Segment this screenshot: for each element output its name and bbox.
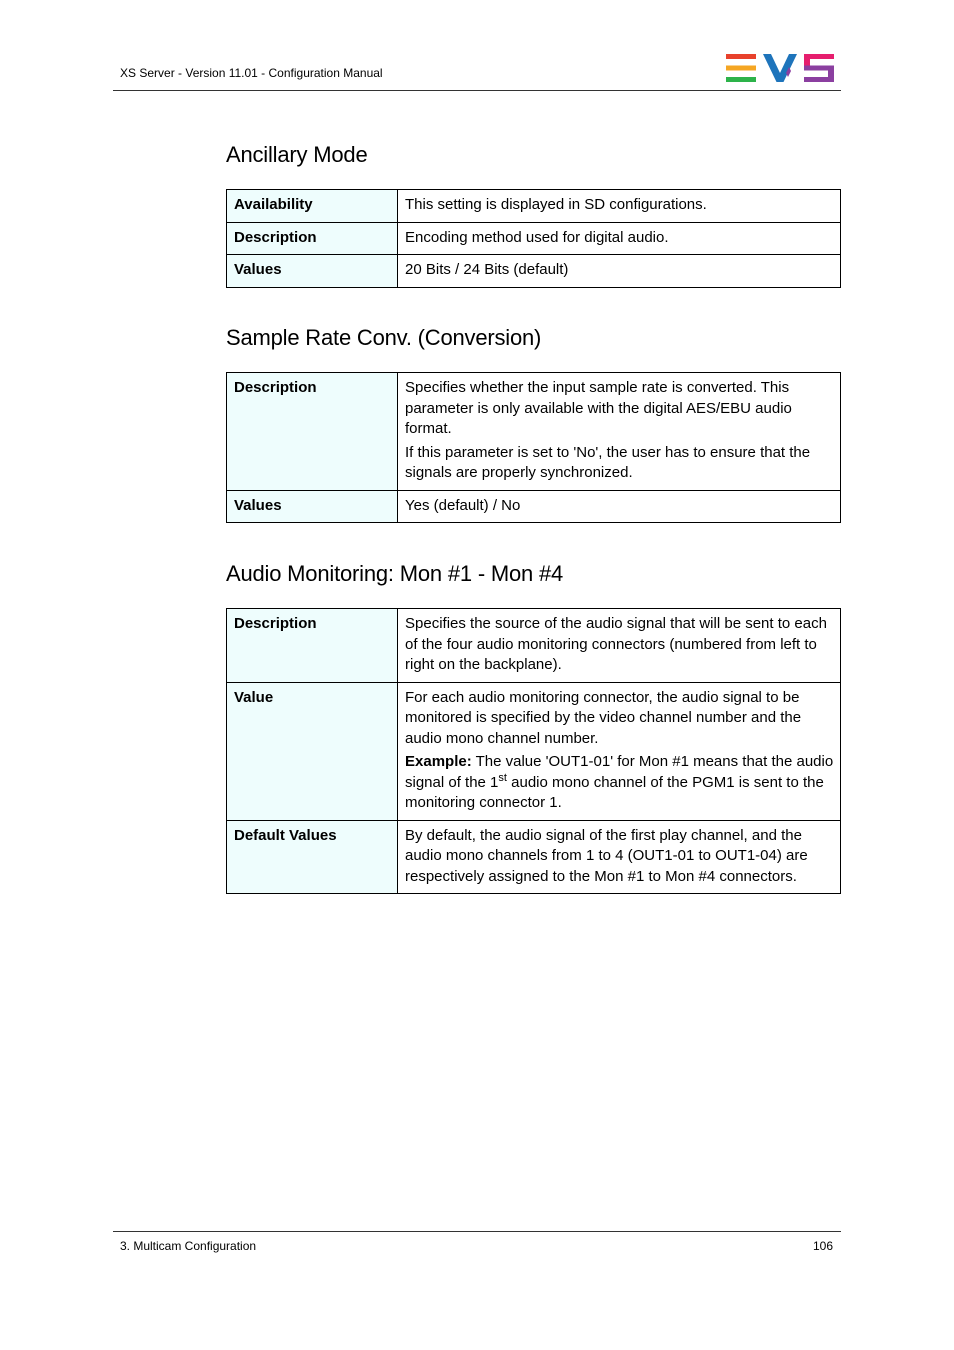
- table-row: [227, 222, 841, 255]
- example-text-a: The value 'OUT1-01' for Mon #1 means that the audio signal of the 1: [405, 753, 834, 791]
- audio-monitoring-table: [226, 608, 841, 894]
- ancillary-mode-table: [226, 189, 841, 288]
- row-value: Specifies the source of the audio signal that will be sent to each of the four audio monitoring connectors (numbered from left to right on the backplane).: [398, 609, 841, 683]
- row-key: Description: [227, 609, 398, 683]
- section-title-audio-monitoring: Audio Monitoring: Mon #1 - Mon #4: [226, 561, 564, 586]
- row-key: Default Values: [227, 820, 398, 894]
- row-key: Availability: [227, 190, 398, 223]
- row-value: [398, 682, 841, 820]
- document-header-title: XS Server - Version 11.01 - Configuration Manual: [120, 66, 383, 80]
- row-value: Encoding method used for digital audio.: [398, 222, 841, 255]
- example-paragraph: [405, 752, 834, 814]
- table-row: [227, 190, 841, 223]
- table-row: [227, 490, 841, 523]
- row-value: [398, 373, 841, 491]
- value-paragraph: If this parameter is set to 'No', the user has to ensure that the signals are properly synchronized.: [405, 443, 811, 481]
- table-row: [227, 255, 841, 288]
- row-value: This setting is displayed in SD configurations.: [398, 190, 841, 223]
- table-row: [227, 682, 841, 820]
- footer-chapter: 3. Multicam Configuration: [120, 1239, 257, 1253]
- row-key: Value: [227, 682, 398, 820]
- table-row: [227, 820, 841, 894]
- footer-divider: [113, 1231, 841, 1232]
- row-key: Values: [227, 490, 398, 523]
- ordinal-suffix: st: [498, 771, 507, 784]
- table-row: [227, 373, 841, 491]
- row-value: 20 Bits / 24 Bits (default): [398, 255, 841, 288]
- row-key: Description: [227, 373, 398, 491]
- evs-logo: [726, 54, 834, 82]
- row-key: Values: [227, 255, 398, 288]
- table-row: [227, 609, 841, 683]
- example-label: Example:: [405, 753, 472, 770]
- value-paragraph: Specifies whether the input sample rate is converted. This parameter is only available with the digital AES/EBU audio format.: [405, 379, 792, 437]
- page-number: 106: [812, 1239, 833, 1253]
- value-paragraph: For each audio monitoring connector, the audio signal to be monitored is specified by the video channel number and the audio mono channel number.: [405, 688, 802, 747]
- section-title-ancillary-mode: Ancillary Mode: [226, 142, 368, 167]
- row-key: Description: [227, 222, 398, 255]
- section-title-sample-rate-conv: Sample Rate Conv. (Conversion): [226, 325, 542, 350]
- row-value: By default, the audio signal of the first play channel, and the audio mono channels from 1 to 4 (OUT1-01 to OUT1-04) are respectively assigned to the Mon #1 to Mon #4 connectors.: [398, 820, 841, 894]
- sample-rate-conv-table: [226, 372, 841, 523]
- example-text-b: audio mono channel of the PGM1 is sent to the monitoring connector 1.: [405, 773, 824, 811]
- header-divider: [113, 90, 841, 91]
- row-value: Yes (default) / No: [398, 490, 841, 523]
